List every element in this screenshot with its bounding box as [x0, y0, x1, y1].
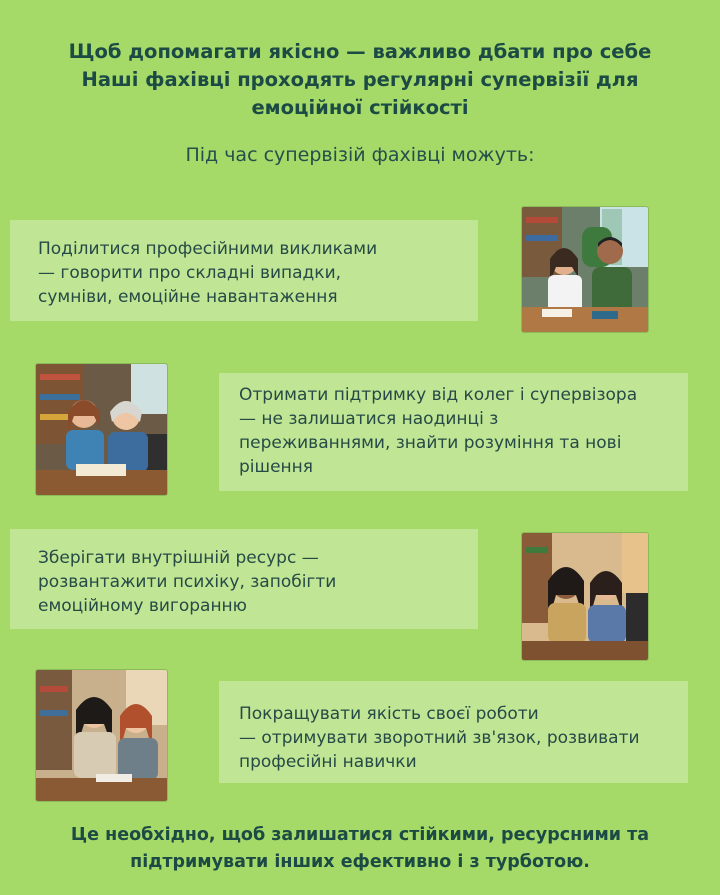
footer-note: [0, 822, 720, 876]
footer-line-2: підтримувати інших ефективно і з турботою.: [130, 852, 590, 872]
benefit-2-line-1: Отримати підтримку від колег і супервізора: [239, 385, 638, 405]
benefit-3-line-1: Зберігати внутрішній ресурс —: [38, 548, 319, 568]
benefit-4-line-1: Покращувати якість своєї роботи: [239, 704, 539, 724]
benefit-2-line-3: переживаннями, знайти розуміння та нові: [239, 433, 622, 453]
benefit-card-3: [10, 529, 478, 629]
benefit-3-line-2: розвантажити психіку, запобігти: [38, 572, 337, 592]
benefit-card-4: [219, 681, 688, 783]
benefit-4-line-3: професійні навички: [239, 752, 417, 772]
illustration-two-women-meeting: [36, 670, 167, 801]
benefit-1-line-1: Поділитися професійними викликами: [38, 239, 378, 259]
benefit-2-line-4: рішення: [239, 457, 313, 477]
title-line-1: Щоб допомагати якісно — важливо дбати про себе: [68, 40, 652, 63]
illustration-two-colleagues-office: [522, 207, 648, 332]
page-title: [0, 38, 720, 122]
benefit-1-line-3: сумніви, емоційне навантаження: [38, 287, 338, 307]
title-line-3: емоційної стійкості: [251, 96, 469, 119]
benefit-2-line-2: — не залишатися наодинці з: [239, 409, 499, 429]
title-line-2: Наші фахівці проходять регулярні супервізії для: [81, 68, 639, 91]
benefit-card-2: [219, 373, 688, 491]
benefit-card-1: [10, 220, 478, 321]
benefit-4-line-2: — отримувати зворотний зв'язок, розвивати: [239, 728, 640, 748]
illustration-mentor-and-colleague: [36, 364, 167, 495]
benefit-3-line-3: емоційному вигоранню: [38, 596, 247, 616]
footer-line-1: Це необхідно, щоб залишатися стійкими, ресурсними та: [70, 825, 650, 845]
subtitle: Під час супервізій фахівці можуть:: [185, 144, 535, 166]
benefit-1-line-2: — говорити про складні випадки,: [38, 263, 342, 283]
illustration-two-women-at-desk: [522, 533, 648, 660]
